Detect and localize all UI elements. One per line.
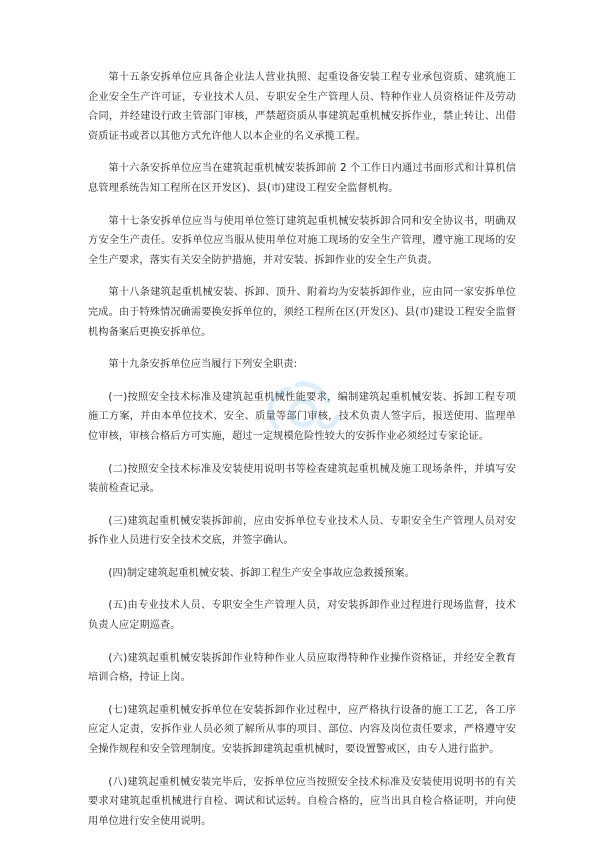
duty-item-3: (三)建筑起重机械安装拆卸前，应由安拆单位专业技术人员、专职安全生产管理人员对安拆作业人员进行安全技术交底，并签字确认。 <box>88 515 516 547</box>
duty-item-6: (六)建筑起重机械安装拆卸作业特种作业人员应取得特种作业操作资格证，并经安全教育培训合格，持证上岗。 <box>88 652 516 684</box>
article-16-paragraph: 第十六条安拆单位应当在建筑起重机械安装拆卸前 2 个工作日内通过书面形式和计算机信息管理系统告知工程所在区开发区)、县(市)建设工程安全监督机构。 <box>88 163 516 194</box>
duty-item-4: (四)制定建筑起重机械安装、拆卸工程生产安全事故应急救援预案。 <box>108 567 415 579</box>
article-15-paragraph: 第十五条安拆单位应具备企业法人营业执照、起重设备安装工程专业承包资质、建筑施工企业安全生产许可证，专业技术人员、专职安全生产管理人员、特种作业人员资格证件及劳动合同，并经建设行政主管部门审核，严禁超资质从事建筑起重机械安拆作业，禁止转让、出借资质证书或者以其他方式允许他人以本企业的名义承揽工程。 <box>88 72 516 142</box>
article-17-paragraph: 第十七条安拆单位应当与使用单位签订建筑起重机械安装拆卸合同和安全协议书，明确双方安全生产责任。安拆单位应当服从使用单位对施工现场的安全生产管理，遵守施工现场的安全生产要求，落实有关安全防护措施，并对安装、拆卸作业的安全生产负责。 <box>88 215 516 266</box>
duty-item-5: (五)由专业技术人员、专职安全生产管理人员，对安装拆卸作业过程进行现场监督，技术负责人应定期巡查。 <box>88 600 516 632</box>
duty-item-1: (一)按照安全技术标准及建筑起重机械性能要求，编制建筑起重机械安装、拆卸工程专项施工方案，并由本单位技术、安全、质量等部门审核，技术负责人签字后，报送使用、监理单位审核，审核合格后方可实施，超过一定规模危险性较大的安拆作业必须经过专家论证。 <box>88 391 516 442</box>
article-18-paragraph: 第十八条建筑起重机械安装、拆卸、顶升、附着均为安装拆卸作业，应由同一家安拆单位完成。由于特殊情况确需要换安拆单位的，须经工程所在区(开发区)、县(市)建设工程安全监督机构备案后更换安拆单位。 <box>88 287 516 338</box>
duty-item-7: (七)建筑起重机械安拆单位在安装拆卸作业过程中，应严格执行设备的施工工艺，各工序应定人定责，安拆作业人员必须了解所从事的项目、部位、内容及岗位责任要求，严格遵守安全操作规程和安全管理制度。安装拆卸建筑起重机械时，要设置警戒区，由专人进行监护。 <box>88 704 516 756</box>
document-body <box>88 68 516 844</box>
duty-item-8: (八)建筑起重机械安装完毕后，安拆单位应当按照安全技术标准及安装使用说明书的有关要求对建筑起重机械进行自检、调试和试运转。自检合格的，应当出具自检合格证明，并向使用单位进行安全使用说明。 <box>88 776 516 827</box>
duty-item-2: (二)按照安全技术标准及安装使用说明书等检查建筑起重机械及施工现场条件，并填写安装前检查记录。 <box>88 463 516 495</box>
article-19-paragraph: 第十九条安拆单位应当履行下列安全职责: <box>108 359 298 371</box>
